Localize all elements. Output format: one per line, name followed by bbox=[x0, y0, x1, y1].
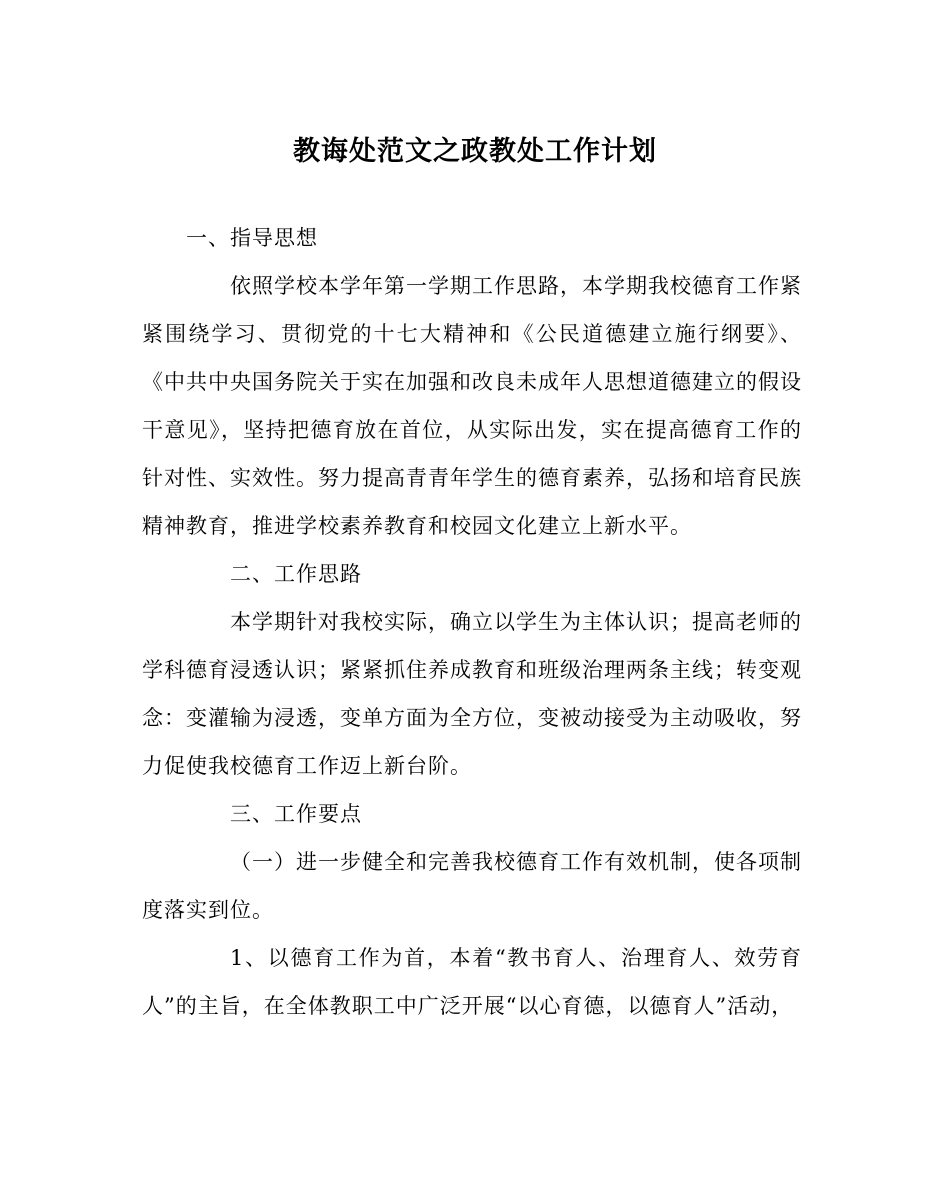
section-3-paragraph-2: 1、以德育工作为首，本着“教书育人、治理育人、效劳育人”的主旨，在全体教职工中广泛开展“以心育德，以德育人”活动， bbox=[142, 946, 802, 1018]
section-1-paragraph-1: 依照学校本学年第一学期工作思路，本学期我校德育工作紧紧围绕学习、贯彻党的十七大精神和《公民道德建立施行纲要》、《中共中央国务院关于实在加强和改良未成年人思想道德建立的假设干意见》，坚持把德育放在首位，从实际出发，实在提高德育工作的针对性、实效性。努力提高青青年学生的德育素养，弘扬和培育民族精神教育，推进学校素养教育和校园文化建立上新水平。 bbox=[142, 274, 802, 538]
document-body bbox=[142, 214, 802, 1030]
section-heading-2: 二、工作思路 bbox=[230, 562, 362, 586]
document-title: 教诲处范文之政教处工作计划 bbox=[293, 136, 657, 167]
section-3-paragraph-1: （一）进一步健全和完善我校德育工作有效机制，使各项制度落实到位。 bbox=[142, 850, 802, 922]
section-heading-3: 三、工作要点 bbox=[230, 802, 362, 826]
section-2-paragraph-1: 本学期针对我校实际，确立以学生为主体认识；提高老师的学科德育浸透认识；紧紧抓住养成教育和班级治理两条主线；转变观念：变灌输为浸透，变单方面为全方位，变被动接受为主动吸收，努力促使我校德育工作迈上新台阶。 bbox=[142, 610, 802, 778]
section-heading-1: 一、指导思想 bbox=[186, 226, 318, 250]
